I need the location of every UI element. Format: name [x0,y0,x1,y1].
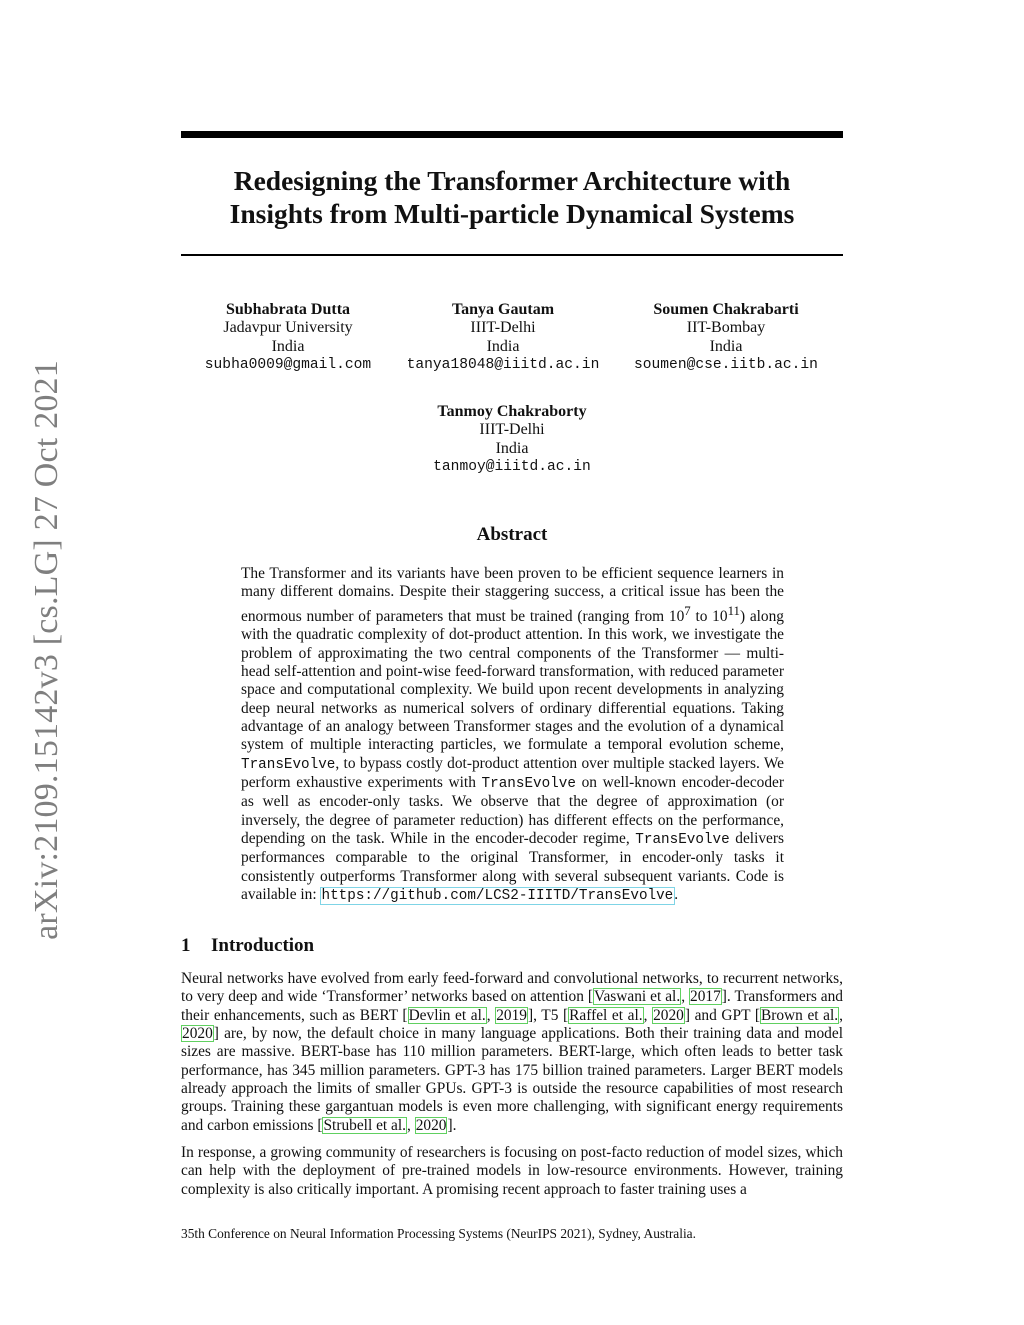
intro-paragraph-2: In response, a growing community of researchers is focusing on post-facto reduction of model sizes, which can help with the deployment of pre-trained models in low-resource environments. However, training complexity is also critically important. A promising recent approach to faster training uses a [181,1144,843,1198]
body-text: ], T5 [ [527,1006,569,1024]
arxiv-stamp-text: arXiv:2109.15142v3 [cs.LG] 27 Oct 2021 [28,360,65,940]
citation-link[interactable]: Brown et al. [760,1006,839,1024]
citation-link[interactable]: 2019 [496,1006,527,1024]
body-text: ]. [447,1116,457,1134]
citation-link[interactable]: 2017 [690,988,721,1006]
body-text: , [643,1006,653,1024]
arxiv-stamp [22,355,72,945]
abstract-text: on well-known encoder-decoder as well as encoder-only tasks. We observe that the degree of approximation (or inversely, the degree of parameter reduction) has different effects on the performance, depending on the task. While in the encoder-decoder regime, [241,773,784,847]
body-text: ]. Transformers and their enhancements, such as BERT [ [181,988,843,1024]
author-block [402,403,622,476]
citation-link[interactable]: Raffel et al. [569,1006,643,1024]
section-heading [181,935,314,957]
body-text: , [406,1116,415,1134]
abstract-text: , to bypass costly dot-product attention over multiple stacked layers. We perform exhaustive experiments with [241,754,784,791]
body-text: , [486,1006,496,1024]
author-name: Subhabrata Dutta [225,301,351,318]
abstract-text: ) along with the quadratic complexity of dot-product attention. In this work, we investigate the problem of approximating the two central components of the Transformer — multi-head self-attention and point-wise feed-forward transformation, with reduced parameter space and computational complexity. We build upon recent developments in analyzing deep neural networks as numerical solvers of ordinary differential equations. Taking advantage of an analogy between Transformer stages and the evolution of a dynamical system of multiple interacting particles, we formulate a temporal evolution scheme, [241,607,785,754]
citation-link[interactable]: 2020 [182,1025,213,1043]
citation-link[interactable]: Devlin et al. [408,1006,486,1024]
author-block [393,301,613,374]
body-text: , [839,1006,843,1024]
author-affiliation: IIT-Bombay [686,319,766,337]
citation-link[interactable]: Vaswani et al. [594,988,681,1006]
code-transevolve: TransEvolve [481,775,576,792]
code-transevolve: TransEvolve [635,831,730,848]
citation-link[interactable]: 2020 [653,1006,684,1024]
section-number: 1 [181,935,191,956]
section-title: Introduction [211,935,315,956]
author-country: India [709,337,743,355]
conference-footnote: 35th Conference on Neural Information Processing Systems (NeurIPS 2021), Sydney, Australia. [181,1226,696,1241]
citation-link[interactable]: 2020 [415,1116,447,1134]
citation-link[interactable]: Strubell et al. [323,1116,406,1134]
abstract-text: to 10 [690,607,728,625]
author-block [188,301,388,374]
abstract-body [241,565,784,905]
author-name: Soumen Chakrabarti [653,301,799,318]
body-text: Neural networks have evolved from early feed-forward and convolutional networks, to recurrent networks, to very deep and wide ‘Transformer’ networks based on attention [ [181,970,843,1006]
body-text: ] are, by now, the default choice in many language applications. Both their training data and model sizes are massive. BERT-base has 110 million parameters. BERT-large, which often leads to better task performance, has 345 million parameters. GPT-3 has 175 billion trained parameters. Larger BERT models already approach the limits of smaller GPUs. GPT-3 is outside the resource capabilities of most research groups. Training these gargantuan models is even more challenging, with significant energy requirements and carbon emissions [ [181,1025,843,1134]
title-line-1: Redesigning the Transformer Architecture with [233,165,791,196]
author-country: India [495,439,529,457]
author-name: Tanya Gautam [451,301,555,318]
code-repository-link[interactable]: https://github.com/LCS2-IIITD/TransEvolve [321,887,674,904]
body-text: ] and GPT [ [684,1006,760,1024]
author-email[interactable]: tanmoy@iiitd.ac.in [433,458,591,475]
author-affiliation: Jadavpur University [223,319,353,337]
author-email[interactable]: soumen@cse.iitb.ac.in [634,356,818,373]
author-name: Tanmoy Chakraborty [437,403,587,420]
author-email[interactable]: subha0009@gmail.com [204,356,372,373]
author-country: India [486,337,520,355]
author-email[interactable]: tanya18048@iiitd.ac.in [406,356,600,373]
title-rule-top [181,131,843,138]
title-rule-bottom [181,254,843,256]
code-transevolve: TransEvolve [241,756,336,773]
body-text: , [681,988,689,1006]
abstract-text: delivers performances comparable to the original Transformer, in encoder-only tasks it consistently outperforms Transformer along with several subsequent variants. Code is available in: [241,829,784,903]
abstract-text: . [674,885,679,903]
abstract-exponent: 11 [727,603,740,618]
author-block [620,301,832,374]
author-affiliation: IIIT-Delhi [470,319,536,337]
author-affiliation: IIIT-Delhi [479,421,545,439]
intro-paragraph-1 [181,970,843,1135]
author-country: India [271,337,305,355]
title-line-2: Insights from Multi-particle Dynamical Systems [229,198,795,229]
paper-title [181,164,843,230]
abstract-text: The Transformer and its variants have been proven to be efficient sequence learners in many different domains. Despite their staggering success, a critical issue has been the enormous number of parameters that must be trained (ranging from 10 [241,565,784,625]
abstract-heading: Abstract [476,524,548,545]
abstract-exponent: 7 [684,603,691,618]
